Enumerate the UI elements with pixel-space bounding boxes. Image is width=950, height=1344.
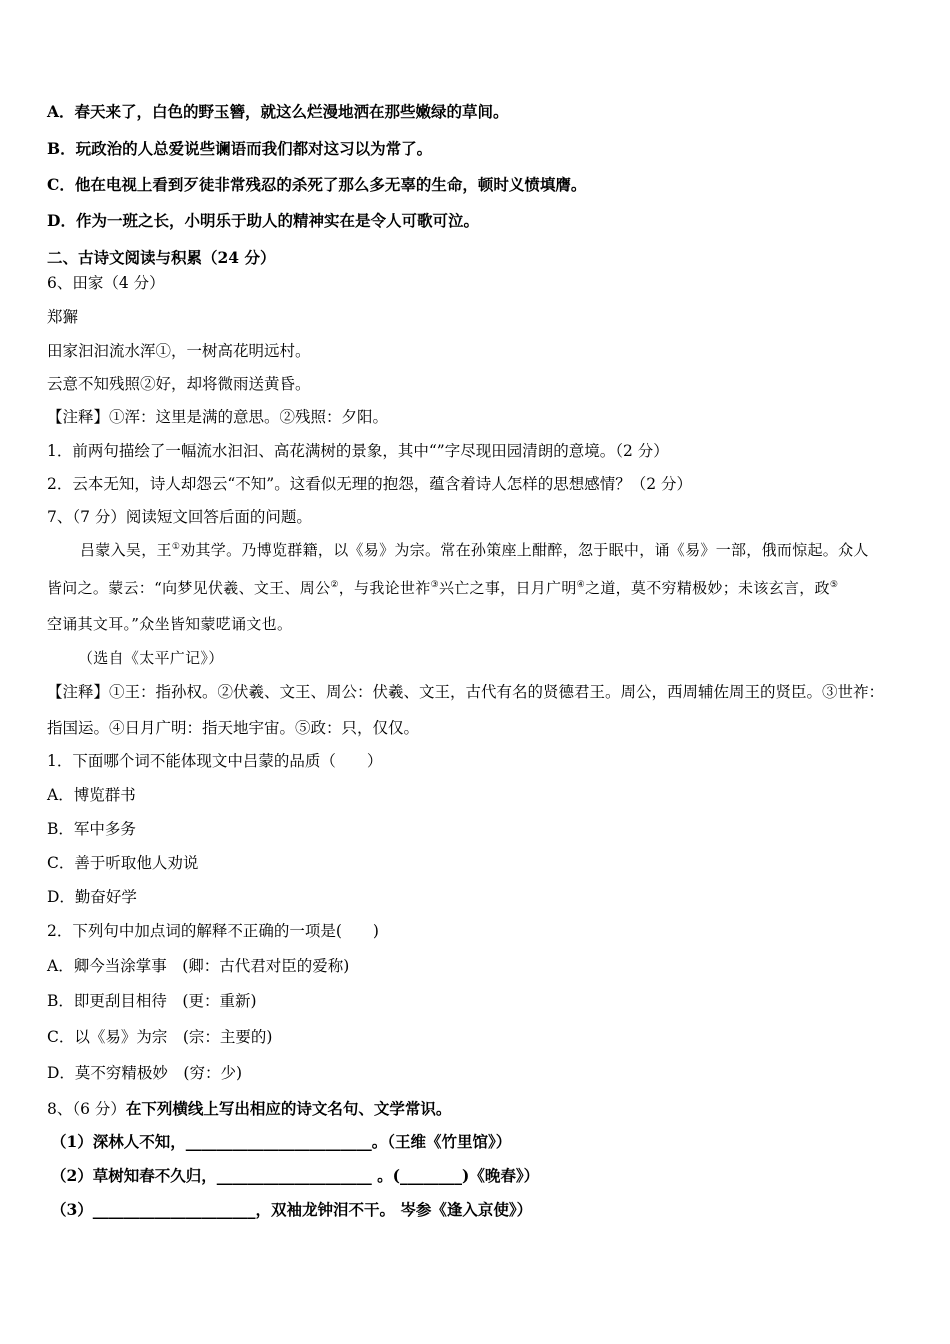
q7-sub1-option-d: D．勤奋好学 (47, 888, 137, 906)
q5-option-b: B．玩政治的人总爱说些谰语而我们都对这习以为常了。 (47, 139, 433, 158)
q7-passage-line: 空诵其文耳。”众坐皆知蒙呓诵文也。 (47, 615, 293, 633)
passage-text: 劝其学。乃博览群籍，以《易》为宗。常在孙策座上酣醉，忽于眠中，诵《易》一部，俄而惊起。众人 (180, 541, 869, 559)
q8-item-2: （2）草树知春不久归，____________________ 。(________)《晚春》） (51, 1166, 540, 1185)
q7-sub1-option-b: B．军中多务 (47, 820, 136, 838)
passage-text: 吕蒙入吴，王 (80, 541, 172, 559)
q7-sub1-option-c: C．善于听取他人劝说 (47, 854, 199, 872)
footnote-mark: ③ (430, 580, 439, 590)
q7-sub2-option-d: D．莫不穷精极妙 (穷：少) (47, 1064, 243, 1082)
q8-header (47, 1099, 451, 1119)
q7-header: 7、（7 分）阅读短文回答后面的问题。 (47, 508, 312, 526)
passage-text: 皆问之。蒙云：“向梦见伏羲、文王、周公 (47, 579, 331, 597)
q7-note: 指国运。④日月广明：指天地宇宙。⑤政：只，仅仅。 (47, 719, 420, 737)
q7-sub1-question: 1．下面哪个词不能体现文中吕蒙的品质（ ） (47, 752, 383, 770)
poem-line: 云意不知残照②好，却将微雨送黄昏。 (47, 375, 311, 393)
poem-author: 郑獬 (47, 308, 79, 326)
passage-text: 兴亡之事，日月广明 (438, 579, 577, 597)
q8-number: 8、（6 分） (47, 1100, 126, 1118)
q6-note: 【注释】①浑：这里是满的意思。②残照：夕阳。 (47, 408, 389, 426)
q8-instruction: 在下列横线上写出相应的诗文名句、文学常识。 (125, 1099, 452, 1118)
q6-header: 6、田家（4 分） (47, 274, 165, 292)
q6-sub2: 2．云本无知，诗人却怨云“不知”。这看似无理的抱怨，蕴含着诗人怎样的思想感情？（2 分） (47, 475, 693, 493)
footnote-mark: ① (171, 542, 181, 552)
footnote-mark: ⑤ (829, 580, 839, 590)
q7-source: （选自《太平广记》） (78, 649, 224, 667)
q5-option-d: D．作为一班之长，小明乐于助人的精神实在是令人可歌可泣。 (47, 211, 479, 230)
passage-text: 之道，莫不穷精极妙；未该玄言，政 (585, 579, 830, 597)
q5-option-c: C．他在电视上看到歹徒非常残忍的杀死了那么多无辜的生命，顿时义愤填膺。 (47, 175, 587, 194)
q7-note: 【注释】①王：指孙权。②伏羲、文王、周公：伏羲、文王，古代有名的贤德君王。周公，西周辅佐周王的贤臣。③世祚： (47, 683, 885, 701)
poem-line: 田家汩汩流水浑①，一树高花明远村。 (47, 342, 311, 360)
footnote-mark: ④ (576, 580, 586, 590)
q7-passage-line (80, 540, 869, 560)
q5-option-a: A．春天来了，白色的野玉簪，就这么烂漫地洒在那些嫩绿的草间。 (47, 102, 509, 121)
q6-sub1: 1．前两句描绘了一幅流水汩汩、高花满树的景象，其中“”字尽现田园清朗的意境。（2 分） (47, 442, 669, 460)
q7-sub2-option-b: B．即更刮目相待 (更：重新) (47, 992, 257, 1010)
section-title: 二、古诗文阅读与积累（24 分） (47, 248, 276, 267)
q7-sub2-option-c: C．以《易》为宗 (宗：主要的) (47, 1028, 273, 1046)
q8-item-1: （1）深林人不知，________________________。（王维《竹里馆》） (51, 1132, 512, 1151)
footnote-mark: ② (330, 580, 339, 590)
q8-item-3: （3）_____________________，双袖龙钟泪不干。 岑参《逢入京使》） (51, 1200, 533, 1219)
q7-sub2-question: 2．下列句中加点词的解释不正确的一项是( ) (47, 922, 379, 940)
passage-text: ，与我论世祚 (338, 579, 431, 597)
q7-sub1-option-a: A．博览群书 (47, 786, 136, 804)
q7-sub2-option-a: A．卿今当涂掌事 (卿：古代君对臣的爱称) (47, 957, 350, 975)
q7-passage-line (47, 578, 838, 598)
